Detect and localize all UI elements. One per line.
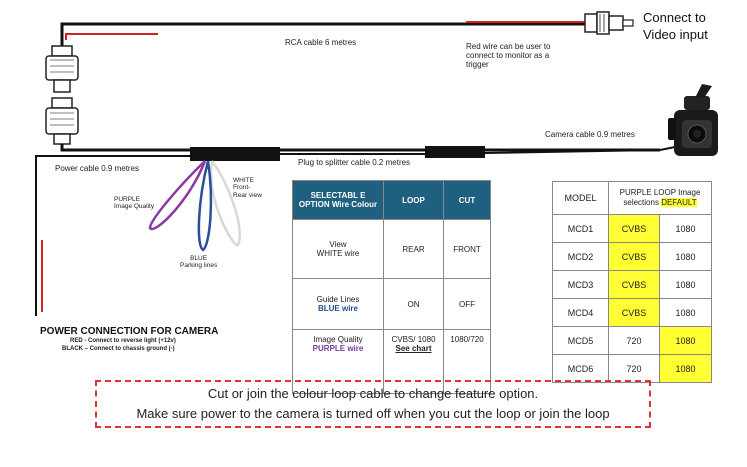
red-wire-note: Red wire can be user to connect to monitor as a trigger <box>466 42 551 70</box>
see-chart-link[interactable]: See chart <box>395 344 432 353</box>
rca-socket-left <box>46 98 78 144</box>
power-cable-label: Power cable 0.9 metres <box>55 164 140 173</box>
power-red-note: RED - Connect to reverse light (+12v) <box>70 338 176 344</box>
option-b-cell: 1080 <box>660 299 712 327</box>
option-label: Image Quality <box>313 335 363 344</box>
connect-video-label: Connect to Video input <box>643 10 708 42</box>
option-label: View <box>329 240 347 249</box>
table-row <box>293 279 491 330</box>
white-loop-label: WHITE Front- Rear view <box>233 177 262 199</box>
model-cell: MCD2 <box>553 243 609 271</box>
option-a-cell: CVBS <box>609 243 660 271</box>
options-header-loop: LOOP <box>384 181 444 220</box>
selection-header <box>609 182 712 215</box>
cut-value: 1080/720 <box>444 330 491 394</box>
rca-plug-right <box>585 12 633 34</box>
model-header: MODEL <box>553 182 609 215</box>
rca-plug-left <box>46 46 78 92</box>
blue-loop-label: BLUE Parking lines <box>180 255 218 270</box>
table-row <box>553 215 712 243</box>
splitter-connector <box>190 147 280 161</box>
model-cell: MCD4 <box>553 299 609 327</box>
blue-loop <box>199 161 211 250</box>
main-cable <box>62 144 660 150</box>
options-header-cut: CUT <box>444 181 491 220</box>
option-cell <box>293 279 384 330</box>
options-header-option: SELECTABL E OPTION Wire Colour <box>293 181 384 220</box>
table-row <box>553 299 712 327</box>
rca-red-wire-left <box>66 34 158 40</box>
loop-value: ON <box>384 279 444 330</box>
model-table <box>552 181 712 383</box>
option-wire: PURPLE wire <box>312 344 364 353</box>
model-cell: MCD6 <box>553 355 609 383</box>
note-line-1: Cut or join the colour loop cable to change feature option. <box>207 386 539 401</box>
option-b-cell: 1080 <box>660 355 712 383</box>
table-row <box>553 243 712 271</box>
power-black-note: BLACK – Connect to chassis ground (-) <box>62 346 175 352</box>
table-row <box>553 271 712 299</box>
cut-value: OFF <box>444 279 491 330</box>
rca-cable-label: RCA cable 6 metres <box>285 38 357 47</box>
model-cell: MCD3 <box>553 271 609 299</box>
option-label: Guide Lines <box>316 295 360 304</box>
option-wire: BLUE wire <box>317 304 358 313</box>
loop-value-text: CVBS/ 1080 <box>391 335 436 344</box>
model-cell: MCD1 <box>553 215 609 243</box>
power-cable <box>36 156 190 316</box>
camera-cable-connector <box>425 146 485 158</box>
table-row <box>553 355 712 383</box>
option-b-cell: 1080 <box>660 327 712 355</box>
option-a-cell: CVBS <box>609 299 660 327</box>
warning-note <box>95 380 651 428</box>
cut-value: FRONT <box>444 220 491 279</box>
option-b-cell: 1080 <box>660 215 712 243</box>
option-a-cell: CVBS <box>609 271 660 299</box>
option-a-cell: 720 <box>609 355 660 383</box>
purple-loop <box>150 161 205 229</box>
loop-value: REAR <box>384 220 444 279</box>
purple-loop-label: PURPLE Image Quality <box>114 196 155 211</box>
table-row <box>553 327 712 355</box>
power-connection-title: POWER CONNECTION FOR CAMERA <box>40 326 219 337</box>
option-wire: WHITE wire <box>316 249 360 258</box>
camera-device <box>660 84 718 156</box>
options-table <box>292 180 491 394</box>
option-a-cell: 720 <box>609 327 660 355</box>
model-cell: MCD5 <box>553 327 609 355</box>
option-b-cell: 1080 <box>660 243 712 271</box>
selection-header-text: PURPLE LOOP Image selections <box>619 188 701 207</box>
option-b-cell: 1080 <box>660 271 712 299</box>
table-row <box>293 220 491 279</box>
white-loop <box>211 161 240 245</box>
plug-splitter-label: Plug to splitter cable 0.2 metres <box>298 158 411 167</box>
camera-cable-label: Camera cable 0.9 metres <box>545 130 635 139</box>
option-cell <box>293 220 384 279</box>
note-line-2: Make sure power to the camera is turned off when you cut the loop or join the loop <box>136 405 610 421</box>
option-a-cell: CVBS <box>609 215 660 243</box>
default-badge: DEFAULT <box>661 198 697 207</box>
